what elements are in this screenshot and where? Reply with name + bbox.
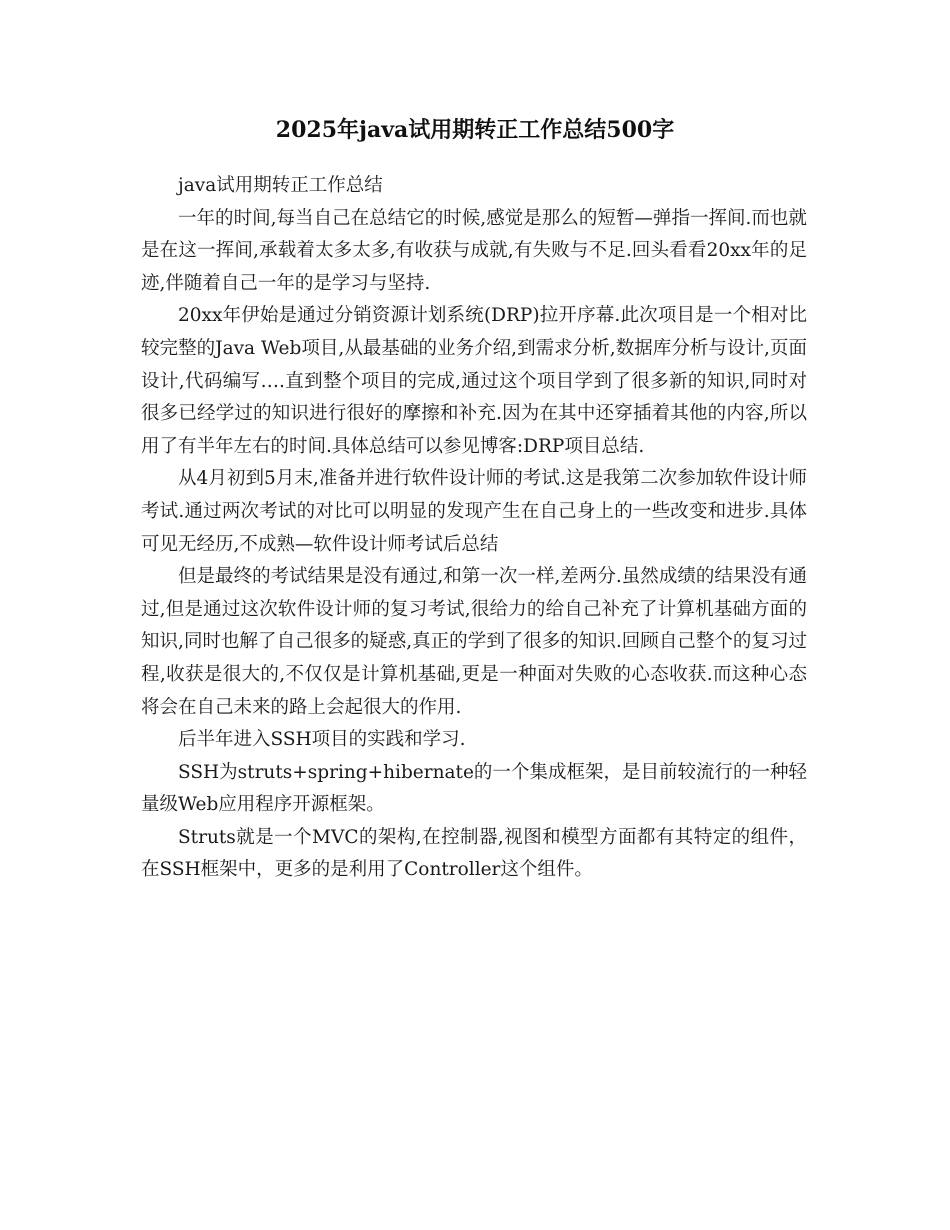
paragraph-exam-result: 但是最终的考试结果是没有通过,和第一次一样,差两分.虽然成绩的结果没有通过,但是通过这次软件设计师的复习考试,很给力的给自己补充了计算机基础方面的知识,同时也解了自己很多的疑惑,真正的学到了很多的知识.回顾自己整个的复习过程,收获是很大的,不仅仅是计算机基础,更是一种面对失败的心态收获.而这种心态将会在自己未来的路上会起很大的作用. [141, 566, 807, 718]
paragraph-ssh-definition: SSH为struts+spring+hibernate的一个集成框架，是目前较流行的一种轻量级Web应用程序开源框架。 [141, 761, 807, 816]
paragraph-intro: 一年的时间,每当自己在总结它的时候,感觉是那么的短暂—弹指一挥间.而也就是在这一挥间,承载着太多太多,有收获与成就,有失败与不足.回头看看20xx年的足迹,伴随着自己一年的是学习与坚持. [141, 207, 807, 294]
paragraph-drp-project: 20xx年伊始是通过分销资源计划系统(DRP)拉开序幕.此次项目是一个相对比较完整的Java Web项目,从最基础的业务介绍,到需求分析,数据库分析与设计,页面设计,代码编写….直到整个项目的完成,通过这个项目学到了很多新的知识,同时对很多已经学过的知识进行很好的摩擦和补充.因为在其中还穿插着其他的内容,所以用了有半年左右的时间.具体总结可以参见博客:DRP项目总结. [141, 305, 807, 457]
paragraph-struts: Struts就是一个MVC的架构,在控制器,视图和模型方面都有其特定的组件，在SSH框架中，更多的是利用了Controller这个组件。 [141, 826, 807, 881]
paragraph-ssh-intro: 后半年进入SSH项目的实践和学习. [178, 729, 466, 751]
paragraph-exam-preparation: 从4月初到5月末,准备并进行软件设计师的考试.这是我第二次参加软件设计师考试.通过两次考试的对比可以明显的发现产生在自己身上的一些改变和进步.具体可见无经历,不成熟—软件设计师考试后总结 [141, 468, 807, 555]
paragraph-subtitle: java试用期转正工作总结 [178, 175, 383, 196]
document-body [141, 170, 807, 887]
document-title: 2025年java试用期转正工作总结500字 [275, 117, 675, 143]
